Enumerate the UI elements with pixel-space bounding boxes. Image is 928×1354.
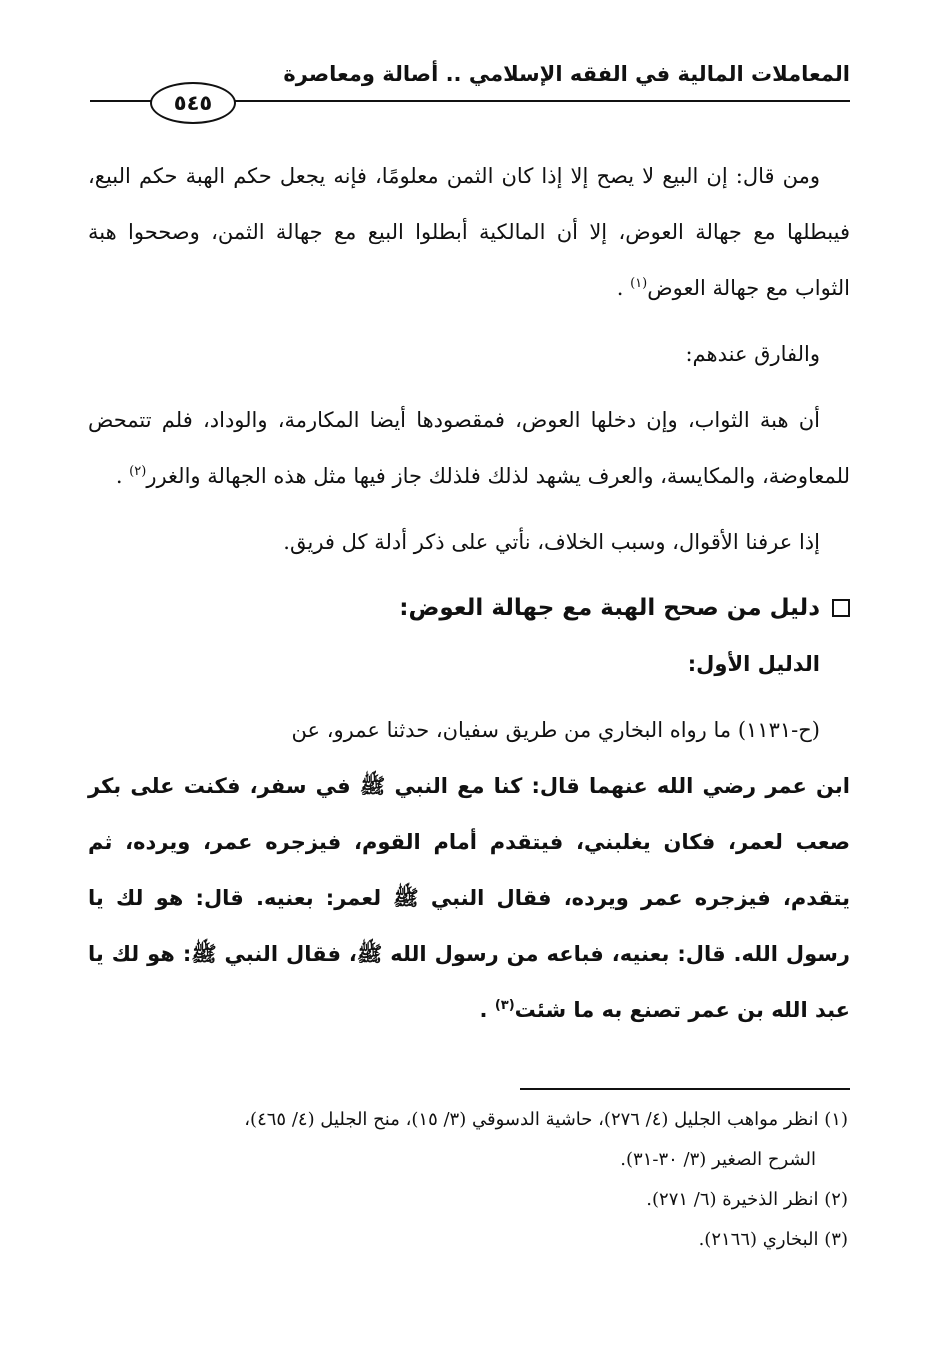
main-text [88, 148, 850, 1038]
footnotes [88, 1100, 848, 1260]
footnote-3 [88, 1220, 848, 1260]
footnote-1-line-1: (١) انظر مواهب الجليل (٤/ ٢٧٦)، حاشية الدسوقي (٣/ ١٥)، منح الجليل (٤/ ٤٦٥)، [244, 1109, 848, 1130]
footnote-1-line-2: الشرح الصغير (٣/ ٣٠-٣١). [620, 1149, 816, 1170]
paragraph-2-text: والفارق عندهم: [685, 342, 820, 366]
paragraph-2 [88, 326, 850, 382]
paragraph-4 [88, 514, 850, 570]
footnote-1-cont [88, 1140, 848, 1180]
square-bullet-icon [832, 599, 850, 617]
paragraph-3: أن هبة الثواب، وإن دخلها العوض، فمقصودها أيضا المكارمة، والوداد، فلم تتمحض للمعاوضة، والمكايسة، والعرف يشهد لذلك فلذلك جاز فيها مثل هذه الجهالة والغرر$^{(٢)}$ . [88, 408, 850, 488]
page-number-oval [150, 82, 236, 124]
footnote-ref-1: (١) [630, 276, 648, 291]
page-number: ٥٤٥ [173, 91, 213, 115]
paragraph-4-text: إذا عرفنا الأقوال، وسبب الخلاف، نأتي على ذكر أدلة كل فريق. [283, 530, 820, 554]
hadith-intro-text: (ح-١١٣١) ما رواه البخاري من طريق سفيان، حدثنا عمرو، عن [291, 718, 820, 742]
hadith-intro [88, 702, 850, 758]
section-heading-text: دليل من صحح الهبة مع جهالة العوض: [399, 595, 820, 621]
subheading [88, 636, 850, 692]
hadith-text: ابن عمر رضي الله عنهما قال: كنا مع النبي ﷺ في سفر، فكنت على بكر صعب لعمر، فكان يغلبني، فيتقدم أمام القوم، فيزجره عمر، ويرده، ثم يتقدم، فيزجره عمر ويرده، فقال النبي ﷺ لعمر: بعنيه. قال: هو لك يا رسول الله. قال: بعنيه، فباعه من رسول الله ﷺ، فقال النبي ﷺ: هو لك يا عبد الله بن عمر تصنع به ما شئت [88, 774, 850, 1022]
paragraph-1-text: ومن قال: إن البيع لا يصح إلا إذا كان الثمن معلومًا، فإنه يجعل حكم الهبة حكم البيع، فيبطلها مع جهالة العوض، إلا أن المالكية أبطلوا البيع مع جهالة الثمن، وصححوا هبة الثواب مع جهالة العوض [88, 164, 850, 300]
section-heading [88, 580, 850, 636]
paragraph-1: ومن قال: إن البيع لا يصح إلا إذا كان الثمن معلومًا، فإنه يجعل حكم الهبة حكم البيع، فيبطلها مع جهالة العوض، إلا أن المالكية أبطلوا البيع مع جهالة الثمن، وصححوا هبة الثواب مع جهالة العوض$^{(١)}$ . [88, 164, 850, 300]
footnote-rule [520, 1088, 850, 1090]
paragraph-3-text: أن هبة الثواب، وإن دخلها العوض، فمقصودها أيضا المكارمة، والوداد، فلم تتمحض للمعاوضة، والمكايسة، والعرف يشهد لذلك فلذلك جاز فيها مثل هذه الجهالة والغرر [88, 408, 850, 488]
footnote-2-text: (٢) انظر الذخيرة (٦/ ٢٧١). [646, 1189, 848, 1210]
footnote-1 [88, 1100, 848, 1140]
hadith-paragraph: ابن عمر رضي الله عنهما قال: كنا مع النبي ﷺ في سفر، فكنت على بكر صعب لعمر، فكان يغلبني، فيتقدم أمام القوم، فيزجره عمر، ويرده، ثم يتقدم، فيزجره عمر ويرده، فقال النبي ﷺ لعمر: بعنيه. قال: هو لك يا رسول الله. قال: بعنيه، فباعه من رسول الله ﷺ، فقال النبي ﷺ: هو لك يا عبد الله بن عمر تصنع به ما شئت$^{(٣)}$ . [88, 774, 850, 1022]
footnote-ref-3: (٣) [494, 998, 515, 1013]
book-title: المعاملات المالية في الفقه الإسلامي .. أصالة ومعاصرة [283, 62, 850, 86]
subheading-text: الدليل الأول: [687, 652, 820, 676]
footnote-2 [88, 1180, 848, 1220]
footnote-ref-2: (٢) [129, 464, 147, 479]
footnote-3-text: (٣) البخاري (٢١٦٦). [698, 1229, 848, 1250]
